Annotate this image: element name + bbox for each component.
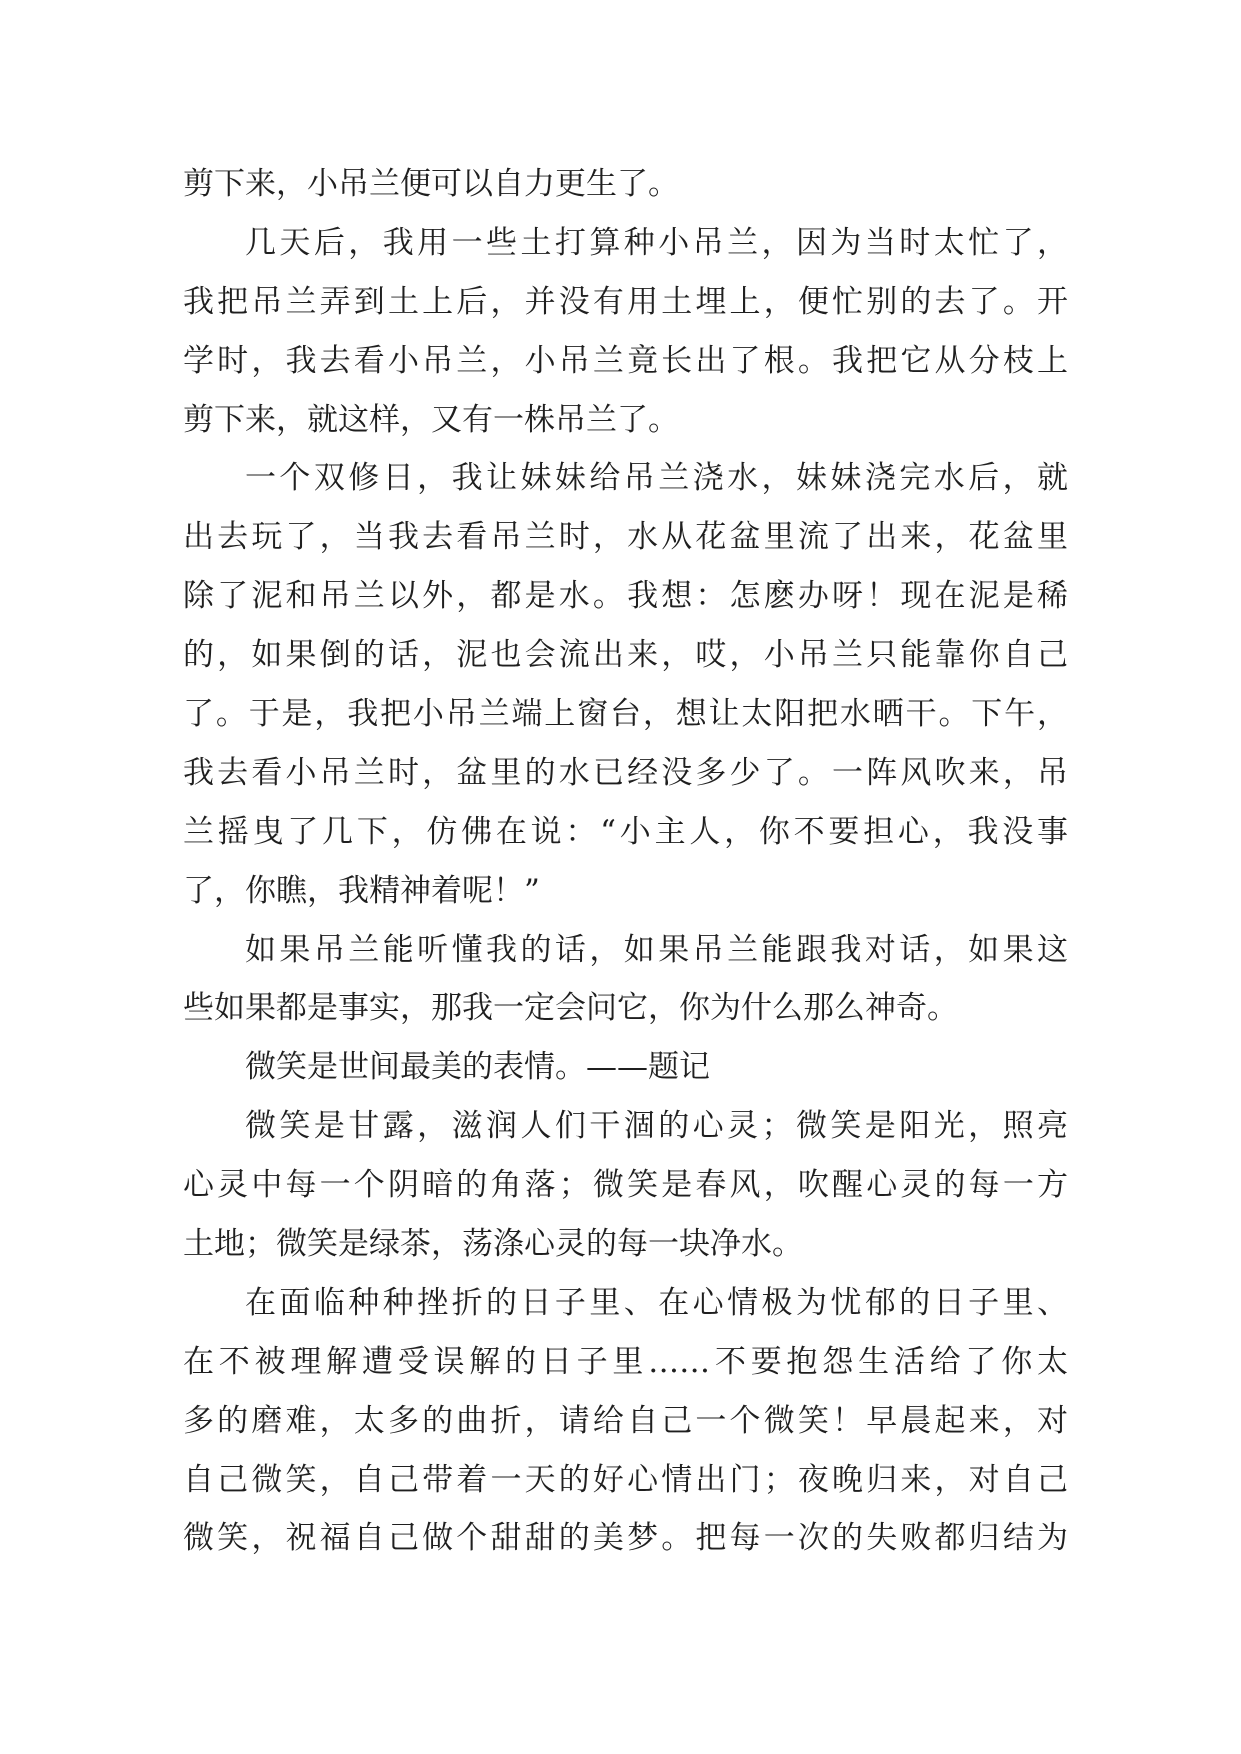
text-line: 心灵中每一个阴暗的角落；微笑是春风，吹醒心灵的每一方 [183,1167,1068,1204]
paragraph-start-line: 几天后，我用一些土打算种小吊兰，因为当时太忙了， [245,224,1068,261]
text-line: 了，你瞧，我精神着呢！” [183,872,540,909]
text-line: 在不被理解遭受误解的日子里……不要抱怨生活给了你太 [183,1343,1068,1380]
text-line: 我把吊兰弄到土上后，并没有用土埋上，便忙别的去了。开 [183,283,1068,320]
paragraph-start-line: 微笑是甘露，滋润人们干涸的心灵；微笑是阳光，照亮 [245,1108,1068,1145]
text-line: 微笑，祝福自己做个甜甜的美梦。把每一次的失败都归结为 [183,1520,1068,1557]
text-line: 我去看小吊兰时，盆里的水已经没多少了。一阵风吹来，吊 [183,754,1068,791]
text-line: 兰摇曳了几下，仿佛在说：“小主人，你不要担心，我没事 [183,813,1068,850]
document-body [183,155,1068,1568]
text-line: 些如果都是事实，那我一定会问它，你为什么那么神奇。 [183,990,958,1027]
paragraph-start-line: 在面临种种挫折的日子里、在心情极为忧郁的日子里、 [245,1284,1068,1321]
text-line: 多的磨难，太多的曲折，请给自己一个微笑！早晨起来，对 [183,1402,1068,1439]
text-line: 土地；微笑是绿茶，荡涤心灵的每一块净水。 [183,1226,803,1263]
paragraph-start-line: 一个双修日，我让妹妹给吊兰浇水，妹妹浇完水后，就 [245,460,1068,497]
epigraph-line: 微笑是世间最美的表情。——题记 [245,1049,710,1086]
text-line: 剪下来，小吊兰便可以自力更生了。 [183,166,679,202]
text-line: 学时，我去看小吊兰，小吊兰竟长出了根。我把它从分枝上 [183,342,1068,379]
text-line: 剪下来，就这样，又有一株吊兰了。 [183,401,679,438]
text-line: 自己微笑，自己带着一天的好心情出门；夜晚归来，对自己 [183,1461,1068,1498]
paragraph-start-line: 如果吊兰能听懂我的话，如果吊兰能跟我对话，如果这 [245,931,1068,968]
text-line: 了。于是，我把小吊兰端上窗台，想让太阳把水晒干。下午， [183,696,1068,733]
text-line: 出去玩了，当我去看吊兰时，水从花盆里流了出来，花盆里 [183,519,1068,556]
text-line: 的，如果倒的话，泥也会流出来，哎，小吊兰只能靠你自己 [183,637,1068,674]
text-line: 除了泥和吊兰以外，都是水。我想：怎麽办呀！现在泥是稀 [183,578,1068,615]
